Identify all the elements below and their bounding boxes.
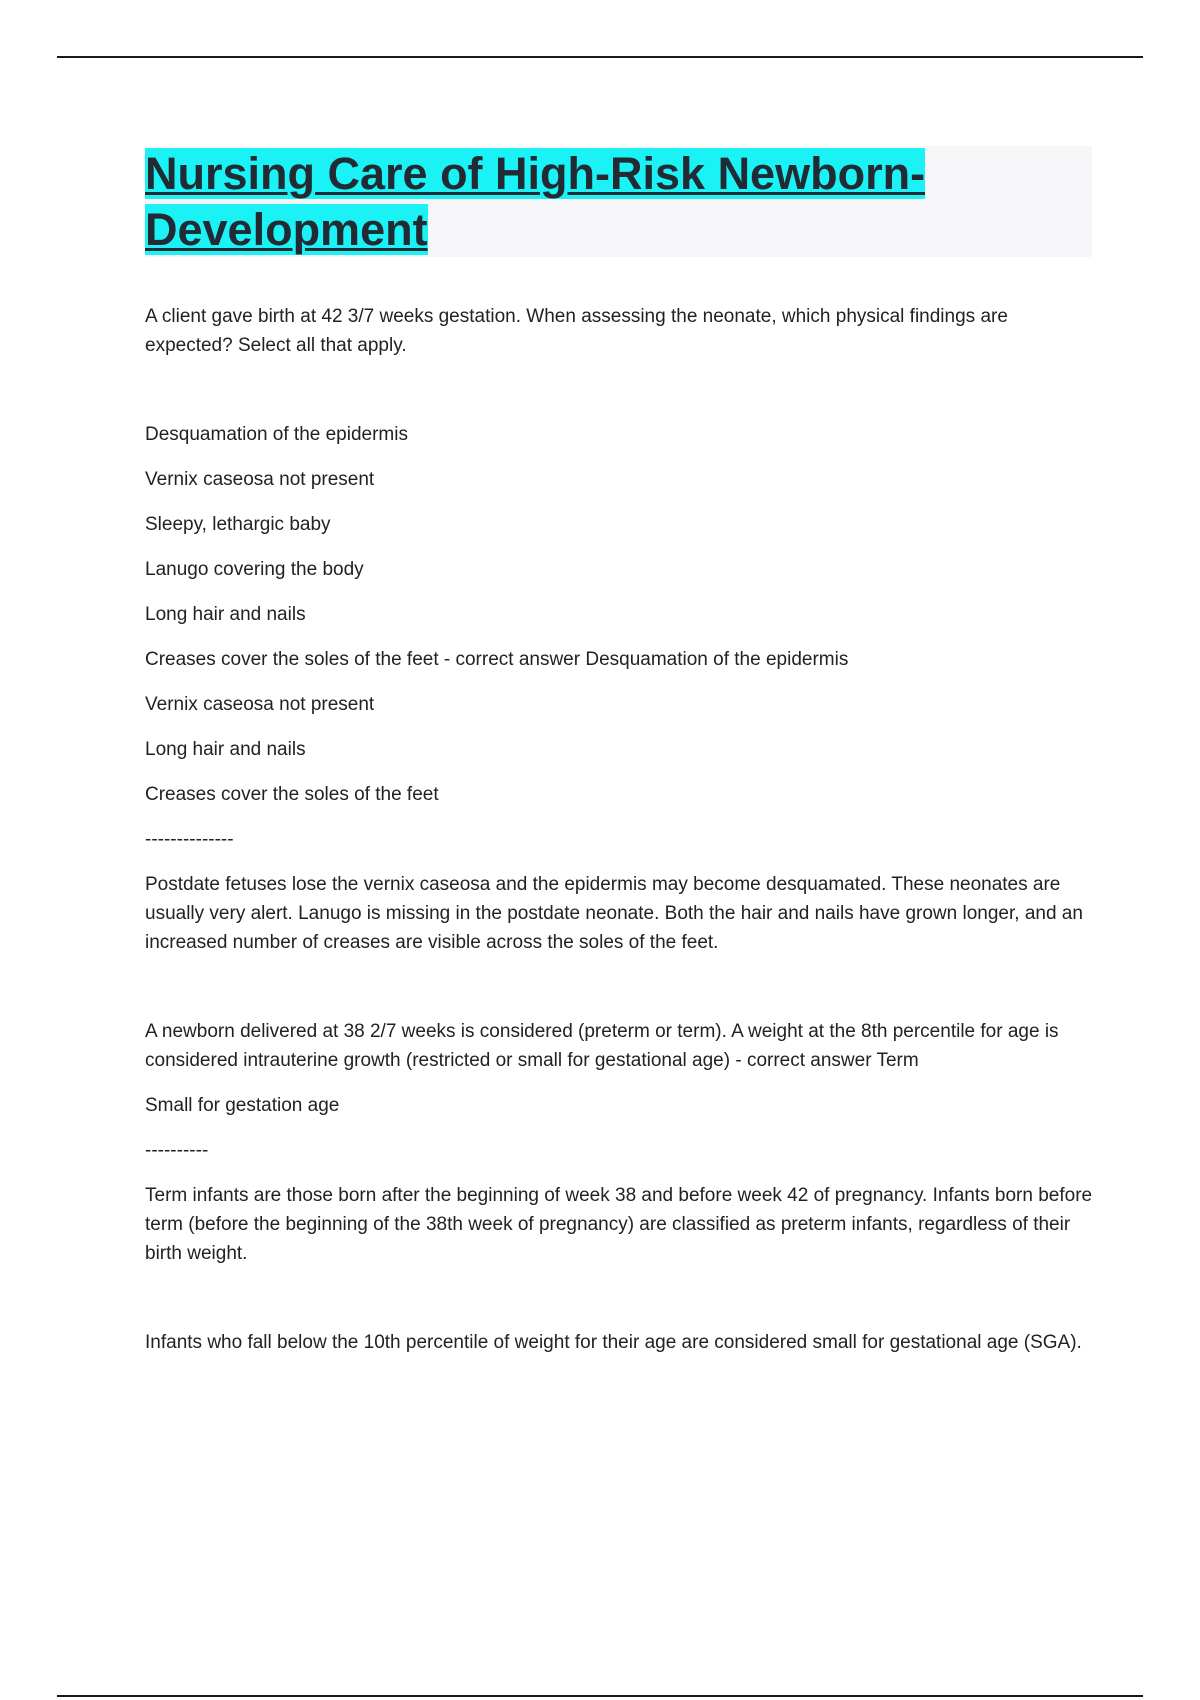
option-item-answer: Creases cover the soles of the feet - correct answer Desquamation of the epidermis <box>145 649 849 670</box>
document-title: Nursing Care of High-Risk Newborn-Development <box>145 148 926 255</box>
option-item: Vernix caseosa not present <box>145 694 375 715</box>
document-body <box>145 302 1095 1357</box>
option-item: Creases cover the soles of the feet <box>145 784 439 805</box>
bottom-rule <box>57 1695 1143 1697</box>
question-2: A newborn delivered at 38 2/7 weeks is considered (preterm or term). A weight at the 8th percentile for age is considered intrauterine growth (restricted or small for gestational age) - correct answer Term <box>145 1021 1059 1071</box>
rationale-2a: Term infants are those born after the beginning of week 38 and before week 42 of pregnancy. Infants born before term (before the beginning of the 38th week of pregnancy) are classified as preterm infants, regardless of their birth weight. <box>145 1185 1093 1264</box>
rationale-2b: Infants who fall below the 10th percentile of weight for their age are considered small for gestational age (SGA). <box>145 1332 1082 1353</box>
option-item: Sleepy, lethargic baby <box>145 514 331 535</box>
option-item: Vernix caseosa not present <box>145 469 375 490</box>
divider-text: -------------- <box>145 829 234 850</box>
top-rule <box>57 56 1143 58</box>
rationale-1: Postdate fetuses lose the vernix caseosa and the epidermis may become desquamated. These neonates are usually very alert. Lanugo is missing in the postdate neonate. Both the hair and nails have grown longer, and an increased number of creases are visible across the soles of the feet. <box>145 874 1083 953</box>
option-item: Lanugo covering the body <box>145 559 364 580</box>
option-item: Long hair and nails <box>145 604 306 625</box>
option-item: Long hair and nails <box>145 739 306 760</box>
option-item: Desquamation of the epidermis <box>145 424 408 445</box>
answer-2: Small for gestation age <box>145 1095 340 1116</box>
question-1: A client gave birth at 42 3/7 weeks gestation. When assessing the neonate, which physical findings are expected? Select all that apply. <box>145 306 1008 356</box>
divider-text: ---------- <box>145 1140 209 1161</box>
